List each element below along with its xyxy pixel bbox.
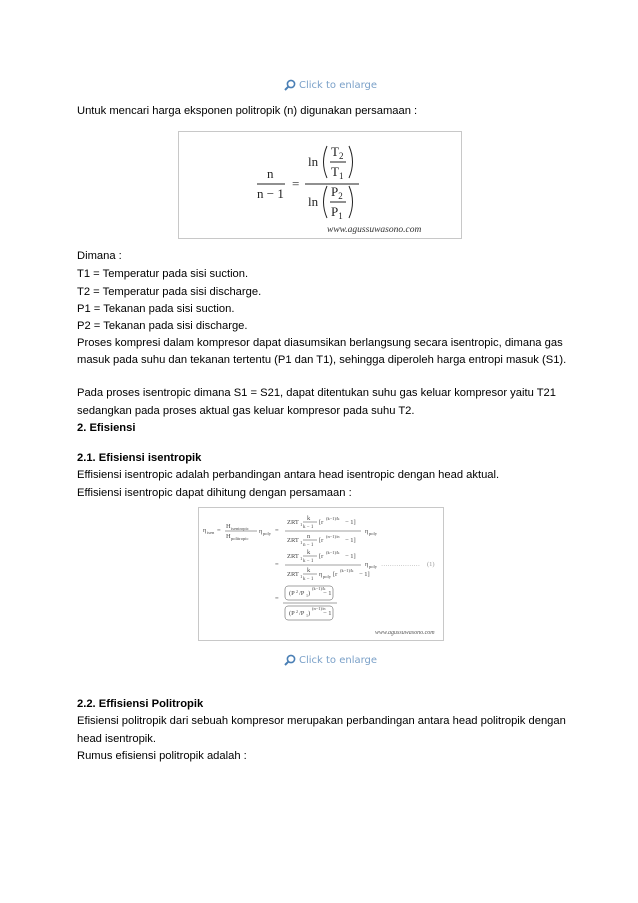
formula2-drawing [199,508,443,640]
click-to-enlarge-label: Click to enlarge [299,79,378,91]
formula-image-isentropic-efficiency[interactable] [198,507,444,641]
svg-text:− 1]: − 1] [359,571,370,578]
formula-lhs-numerator: n [267,166,274,181]
formula-watermark: www.agussuwasono.com [327,225,422,235]
politropik-line-3: Rumus efisiensi politropik adalah : [77,750,247,762]
svg-text:(k−1)/k: (k−1)/k [340,568,354,573]
definition-p1: P1 = Tekanan pada sisi suction. [77,303,235,315]
formula-t2-sub: 2 [338,151,344,161]
formula-image-politropik-exponent[interactable] [178,131,462,239]
svg-text:1: 1 [306,613,308,618]
svg-text:k: k [307,549,311,556]
svg-text:isen: isen [207,530,215,535]
svg-text:k: k [307,515,311,522]
formula-p1: P [331,204,339,219]
svg-text:k − 1: k − 1 [303,559,314,564]
svg-text:− 1: − 1 [323,590,332,597]
svg-text:[r: [r [319,537,324,544]
formula-equals: = [292,176,300,191]
svg-text:− 1: − 1 [323,610,332,617]
svg-text:n − 1: n − 1 [303,543,314,548]
formula2-watermark: www.agussuwasono.com [375,630,435,636]
magnifier-icon [284,79,296,91]
svg-text:1: 1 [306,593,308,598]
click-to-enlarge-link[interactable] [284,79,377,91]
paragraph-isentropic-line-1: Proses kompresi dalam kompresor dapat diasumsikan berlangsung secara isentropic, dimana gas [77,337,563,349]
svg-text:1: 1 [300,556,303,561]
formula-drawing [179,132,461,238]
formula-t1: T [331,164,339,179]
svg-text:(k−1)/k: (k−1)/k [326,550,340,555]
politropik-line-2: head isentropik. [77,733,156,745]
svg-text:=: = [275,527,279,534]
svg-text:ZRT: ZRT [287,553,299,560]
svg-text:(n−1)/n: (n−1)/n [312,606,326,611]
paragraph-s1-line-2: sedangkan pada proses aktual gas keluar kompresor pada suhu T2. [77,405,415,417]
svg-text:2: 2 [296,609,298,614]
svg-text:− 1]: − 1] [345,537,356,544]
svg-text:isentropic: isentropic [231,526,249,531]
svg-text:η: η [319,571,323,578]
svg-text:T1 [331,164,343,181]
formula-lhs-denominator: n − 1 [257,186,284,201]
svg-text:=: = [275,595,279,602]
svg-text:η: η [365,528,369,535]
click-to-enlarge-link-2[interactable] [284,654,377,666]
svg-text:(P: (P [289,610,295,617]
svg-text:(k−1)/k: (k−1)/k [312,586,326,591]
svg-text:1: 1 [300,574,303,579]
svg-text:n: n [307,533,311,540]
paragraph-s1-line-1: Pada proses isentropic dimana S1 = S21, dapat ditentukan suhu gas keluar kompresor yaitu T21 [77,387,556,399]
svg-text:………………: ……………… [381,561,420,568]
formula-t2: T [331,144,339,159]
svg-text:1: 1 [300,540,303,545]
svg-text:poly: poly [263,531,272,536]
definition-t2: T2 = Temperatur pada sisi discharge. [77,286,262,298]
svg-text:[r: [r [319,553,324,560]
svg-text:ZRT: ZRT [287,537,299,544]
svg-text:2: 2 [296,589,298,594]
paragraph-isentropic-line-2: masuk pada suhu dan tekanan tertentu (P1 dan T1), sehingga diperoleh harga entropi masuk (S1). [77,354,567,366]
isentropik-definition: Effisiensi isentropic adalah perbandingan antara head isentropic dengan head aktual. [77,469,500,481]
svg-text:k − 1: k − 1 [303,577,314,582]
svg-text:H: H [226,523,231,530]
svg-text:politropic: politropic [231,536,249,541]
svg-text:η: η [259,528,263,535]
svg-text:=: = [275,561,279,568]
svg-text:− 1]: − 1] [345,553,356,560]
svg-text:): ) [308,610,311,617]
svg-text:=: = [217,527,221,534]
politropik-line-1: Efisiensi politropik dari sebuah kompresor merupakan perbandingan antara head politropik dengan [77,715,566,727]
svg-text:ZRT: ZRT [287,519,299,526]
svg-text:poly: poly [369,564,378,569]
svg-text:[r: [r [319,519,324,526]
magnifier-icon [284,654,296,666]
heading-efisiensi: 2. Efisiensi [77,422,136,434]
svg-text:P1 [331,204,343,221]
formula-ln-top: ln [308,154,319,169]
svg-text:k: k [307,567,311,574]
svg-text:(k−1)/k: (k−1)/k [326,516,340,521]
svg-text:/P: /P [299,610,305,617]
svg-text:T2 [331,144,343,161]
svg-text:H: H [226,533,231,540]
svg-text:(n−1)/n: (n−1)/n [326,534,340,539]
formula-p2-sub: 2 [338,191,343,201]
svg-text:poly: poly [323,574,332,579]
svg-text:): ) [308,590,311,597]
heading-efisiensi-politropik: 2.2. Effisiensi Politropik [77,698,204,710]
svg-text:/P: /P [299,590,305,597]
heading-efisiensi-isentropik: 2.1. Efisiensi isentropik [77,452,202,464]
formula-p2: P [331,184,339,199]
svg-text:poly: poly [369,531,378,536]
formula-t1-sub: 1 [338,171,344,181]
svg-text:− 1]: − 1] [345,519,356,526]
svg-text:η: η [365,561,369,568]
click-to-enlarge-label-2: Click to enlarge [299,654,378,666]
svg-text:[r: [r [333,571,338,578]
svg-text:η: η [203,527,207,534]
formula-ln-bottom: ln [308,194,319,209]
isentropik-formula-intro: Effisiensi isentropic dapat dihitung dengan persamaan : [77,487,352,499]
svg-text:ZRT: ZRT [287,571,299,578]
formula-p1-sub: 1 [338,211,343,221]
svg-text:k − 1: k − 1 [303,525,314,530]
intro-text: Untuk mencari harga eksponen politropik (n) digunakan persamaan : [77,105,418,117]
svg-text:1: 1 [300,522,303,527]
svg-text:(1): (1) [427,561,435,568]
definition-p2: P2 = Tekanan pada sisi discharge. [77,320,248,332]
svg-text:P2 [331,184,343,201]
definition-t1: T1 = Temperatur pada sisi suction. [77,268,249,280]
svg-text:(P: (P [289,590,295,597]
definitions-heading: Dimana : [77,250,122,262]
